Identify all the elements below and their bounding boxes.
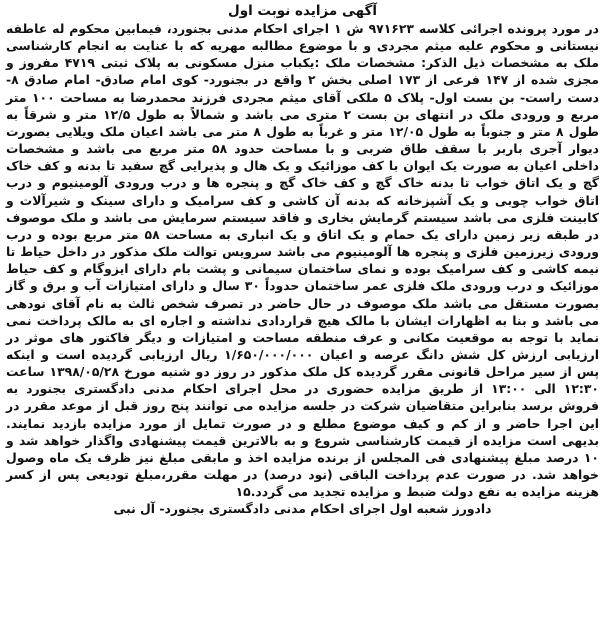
notice-intro: در مورد پرونده اجرائی کلاسه ۹۷۱۶۲۳ ش ۱ اجرای احکام مدنی بجنورد، فیمابین محکوم له عاطفه نیستانی و محکوم علیه میثم مجردی و با موضوع مطالبه مهریه که با عنایت به انجام کارشناسی ملک به مشخصات ذیل الذکر: — [6, 21, 599, 71]
notice-title: آگهی مزایده نوبت اول — [228, 3, 377, 19]
signature-line: دادورز شعبه اول اجرای احکام مدنی دادگستری بجنورد- آل نبی — [113, 501, 492, 517]
property-specifications: مشخصات ملک :یکباب منزل مسکونی به پلاک ثبتی ۴۷۱۹ مفروز و مجزی شده از ۱۴۷ فرعی از ۱۷۳ اصلی بخش ۲ واقع در بجنورد- کوی امام صادق- امام صادق ۸- دست راست- بن بست اول- پلاک ۵ ملکی آقای میثم مجردی فرزند محمدرضا به مساحت ۱۰۰ متر مربع و ورودی ملک در انتهای بن بست ۲ متری می باشد و شمالاً به طول ۱۲/۵ متر و شرقاً به طول ۸ متر و جنوباً به طول ۱۲/۰۵ متر و غرباً به طول ۸ متر می باشد اعیان ملک ویلایی بصورت دیوار آجری باربر با سقف طاق ضربی و با مساحت حدود ۵۸ متر مربع می باشد و مشخصات داخلی اعیان به صورت یک ایوان با کف موزائیک و یک هال و پذیرایی گچ سفید تا بدنه و کف خاک گچ و یک اتاق خواب تا بدنه خاک گچ و کف خاک گچ و پنجره ها و درب ورودی آلومینیوم و درب اتاق خواب چوبی و یک آشپزخانه که بدنه آن کاشی و کف سرامیک و دارای سینک و شیرآلات و کابینت فلزی می باشد سیستم گرمایش بخاری و فاقد سیستم سرمایش می باشد و ملک موصوف در طبقه زیر زمین دارای یک حمام و یک اتاق و یک انباری به مساحت ۵۸ متر مربع بوده و درب ورودی زیرزمین فلزی و پنجره ها آلومینیوم می باشد سرویس توالت ملک مذکور در داخل حیاط تا نیمه کاشی و کف سرامیک بوده و نمای ساختمان سیمانی و پشت بام دارای ایزوگام و کف حیاط موزائیک و درب ورودی ملک فلزی عمر ساختمان حدوداً ۳۰ سال و دارای امتیازات آب و برق و گاز بصورت مستقل می باشد ملک موصوف در حال حاضر در تصرف شخص ثالث به نام آقای نودهی می باشد و بنا به اظهارات ایشان با مالک هیچ قراردادی نداشته و اجاره ای به مالک پرداخت نمی نماید با توجه به موقعیت مکانی و عرف منطقه مساحت و امتیازات و دیگر فاکتور های موثر در ارزیابی ارزش کل شش دانگ عرصه و اعیان ۱/۶۵۰/۰۰۰/۰۰۰ ریال ارزیابی گردیده است و اینکه پس از سیر مراحل قانونی مقرر گردیده کل ملک مذکور در روز دو شنبه مورخ ۱۳۹۸/۰۵/۲۸ ساعت ۱۲:۳۰ الی ۱۳:۰۰ از طریق مزایده حضوری در محل اجرای احکام مدنی دادگستری بجنورد به فروش برسد بنابراین متقاضیان شرکت در جلسه مزایده می توانند پنج روز قبل از موعد مقرر در این اجرا حاضر و از کم و کیف موضوع مطلع و در صورت تمایل از مورد مزایده بازدید نمایند. بدیهی است مزایده از قیمت کارشناسی شروع و به بالاترین قیمت پیشنهادی واگذار خواهد شد و ۱۰ درصد مبلغ پیشنهادی فی المجلس از برنده مزایده اخذ و مابقی مبلغ نیز ظرف یک ماه وصول خواهد شد. در صورت عدم پرداخت الباقی (نود درصد) در مهلت مقرر،مبلغ تودیعی پس از کسر هزینه مزایده به نفع دولت ضبط و مزایده تجدید می گردد.۱۵ — [6, 55, 600, 500]
notice-body — [6, 20, 599, 500]
